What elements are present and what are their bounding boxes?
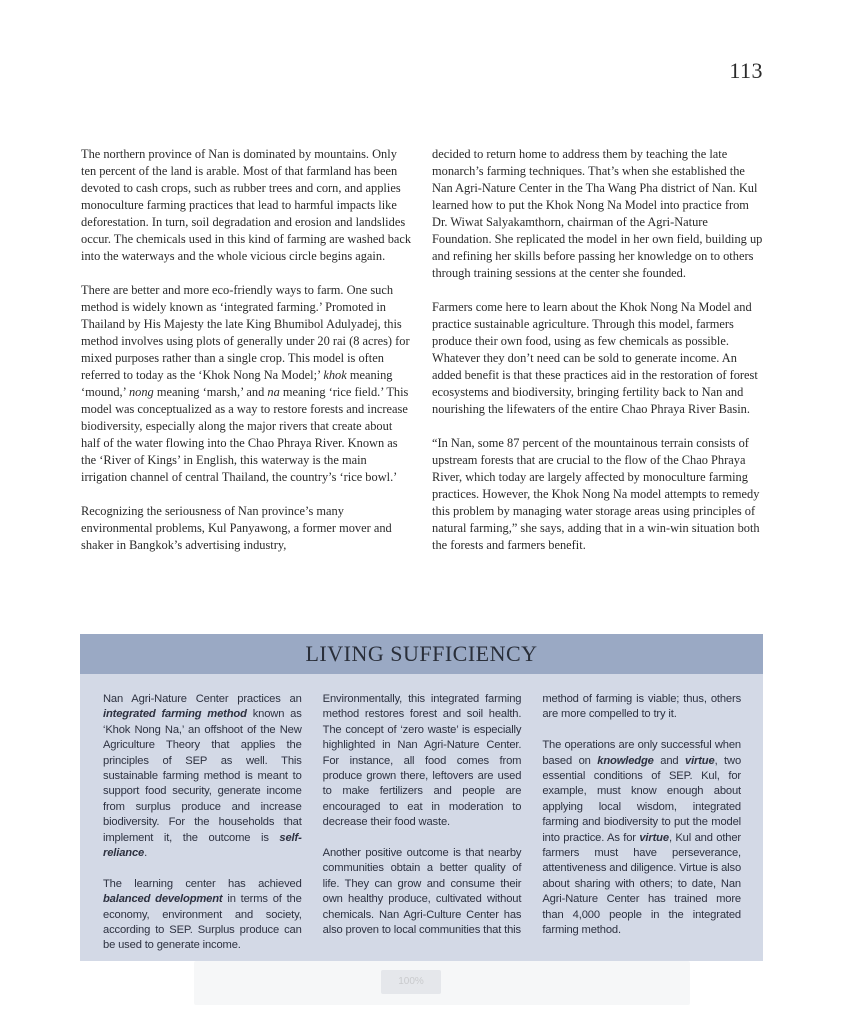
text-run: in terms of the economy, environment and society, according to SEP. Surplus produce can be used to generate income. bbox=[103, 893, 302, 952]
article-column-right bbox=[432, 146, 764, 554]
text-run: Farmers come here to learn about the Khok Nong Na Model and practice sustainable agriculture. Through this model, farmers produce their own food, using as few chemicals as possible. Whatever they don’t need can be sold to generate income. An added benefit is that these practices aid in the restoration of forest ecosystems and biodiversity, bringing fertility back to Nan and nourishing the lifewaters of the entire Chao Phraya River Basin. bbox=[432, 300, 758, 416]
sidebar-column-1 bbox=[103, 692, 302, 969]
text-run: meaning ‘mound,’ bbox=[81, 368, 393, 399]
bold-term: balanced development bbox=[103, 893, 223, 906]
article-column-left bbox=[81, 146, 413, 554]
sidebar-column-3 bbox=[542, 692, 741, 969]
paragraph bbox=[432, 299, 764, 418]
paragraph bbox=[81, 146, 413, 265]
text-run: Environmentally, this integrated farming method restores forest and soil health. The concept of ‘zero waste’ is especially highlighted in Nan Agri-Nature Center. For instance, all food comes from produce grown there, leftovers are used to make fertilizers and people are encouraged to eat in moderation to decrease their food waste. bbox=[322, 693, 522, 829]
text-run: decided to return home to address them by teaching the late monarch’s farming techniques. That’s when she established the Nan Agri-Nature Center in the Tha Wang Pha district of Nan. Kul learned how to put the Khok Nong Na Model into practice from Dr. Wiwat Salyakamthorn, chairman of the Agri-Nature Foundation. She replicated the model in her own field, building up and refining her skills before passing her knowledge on to others through training sessions at the center she founded. bbox=[432, 147, 763, 280]
paragraph bbox=[323, 846, 522, 938]
bold-term: integrated farming method bbox=[103, 708, 247, 721]
text-run: Another positive outcome is that nearby communities obtain a better quality of life. They can grow and consume their own healthy produce, cultivated without chemicals. Nan Agri-Culture Center has also proven to local communities that this bbox=[322, 847, 522, 937]
sidebar-columns bbox=[103, 692, 741, 969]
text-run: , two essential conditions of SEP. Kul, for example, must know enough about applying local wisdom, integrated farming and biodiversity to put the model into practice. As for bbox=[542, 754, 742, 844]
text-run: meaning ‘rice field.’ This model was conceptualized as a way to restore forests and increase biodiversity, especially along the major rivers that create about half of the water flowing into the Chao Phraya River. Known as the ‘River of Kings’ in English, this waterway is the main irrigation channel of central Thailand, the country’s ‘rice bowl.’ bbox=[81, 385, 409, 484]
paragraph bbox=[323, 692, 522, 831]
text-run: The operations are only successful when based on bbox=[542, 739, 742, 767]
bold-term: knowledge bbox=[597, 754, 654, 767]
paragraph bbox=[432, 435, 764, 554]
paragraph bbox=[542, 738, 741, 938]
paragraph bbox=[103, 877, 302, 954]
text-run: known as ‘Khok Nong Na,’ an offshoot of the New Agriculture Theory that applies the principles of SEP as well. This sustainable farming method is meant to support food security, generate income from surplus produce and increase biodiversity. For the households that implement it, the outcome is bbox=[103, 708, 302, 844]
italic-term: khok bbox=[323, 368, 347, 382]
sidebar-header bbox=[80, 634, 763, 674]
text-run: “In Nan, some 87 percent of the mountainous terrain consists of upstream forests that are crucial to the flow of the Chao Phraya River, which today are largely affected by monoculture farming practices. However, the Khok Nong Na model attempts to remedy this problem by managing water storage areas using principles of natural farming,” she says, adding that in a win-win situation both the forests and farmers benefit. bbox=[432, 436, 760, 552]
paragraph bbox=[432, 146, 764, 282]
text-run: There are better and more eco-friendly ways to farm. One such method is widely known as ‘integrated farming.’ Promoted in Thailand by His Majesty the late King Bhumibol Adulyadej, this method involves using plots of generally under 20 rai (8 acres) for mixed purposes rather than a single crop. This model is often referred to today as the ‘Khok Nong Na Model;’ bbox=[81, 283, 410, 382]
paragraph bbox=[542, 692, 741, 723]
text-run: meaning ‘marsh,’ and bbox=[153, 385, 268, 399]
sidebar-title: LIVING SUFFICIENCY bbox=[305, 641, 538, 666]
text-run: , Kul and other farmers must have perseverance, attentiveness and diligence. Virtue is also about sharing with others; to date, Nan Agri-Nature Center has trained more than 4,000 people in the integrated farming method. bbox=[542, 831, 742, 937]
bold-term: virtue bbox=[639, 831, 669, 844]
zoom-select[interactable]: 100% bbox=[381, 970, 441, 994]
paragraph bbox=[103, 692, 302, 861]
living-sufficiency-box bbox=[80, 634, 763, 961]
text-run: The learning center has achieved bbox=[103, 877, 302, 890]
paragraph bbox=[81, 503, 413, 554]
bold-term: self-reliance bbox=[103, 831, 302, 860]
italic-term: nong bbox=[128, 385, 154, 399]
italic-term: na bbox=[267, 385, 280, 399]
text-run: Recognizing the seriousness of Nan province’s many environmental problems, Kul Panyawong, a former mover and shaker in Bangkok’s advertising industry, bbox=[81, 504, 392, 552]
paragraph bbox=[81, 282, 413, 486]
text-run: method of farming is viable; thus, others are more compelled to try it. bbox=[542, 693, 742, 721]
text-run: and bbox=[653, 754, 685, 767]
text-run: Nan Agri-Nature Center practices an bbox=[103, 693, 302, 705]
viewer-toolbar[interactable] bbox=[194, 961, 690, 1005]
text-run: The northern province of Nan is dominated by mountains. Only ten percent of the land is arable. Most of that farmland has been devoted to cash crops, such as rubber trees and corn, and applies monoculture farming practices that lead to harmful impacts like deforestation. In turn, soil degradation and erosion and landslides occur. The chemicals used in this kind of farming are washed back into the waterways and the whole vicious circle begins again. bbox=[81, 147, 412, 263]
sidebar-column-2 bbox=[323, 692, 522, 969]
text-run: . bbox=[144, 847, 148, 860]
page-number: 113 bbox=[729, 58, 763, 83]
bold-term: virtue bbox=[685, 754, 715, 767]
